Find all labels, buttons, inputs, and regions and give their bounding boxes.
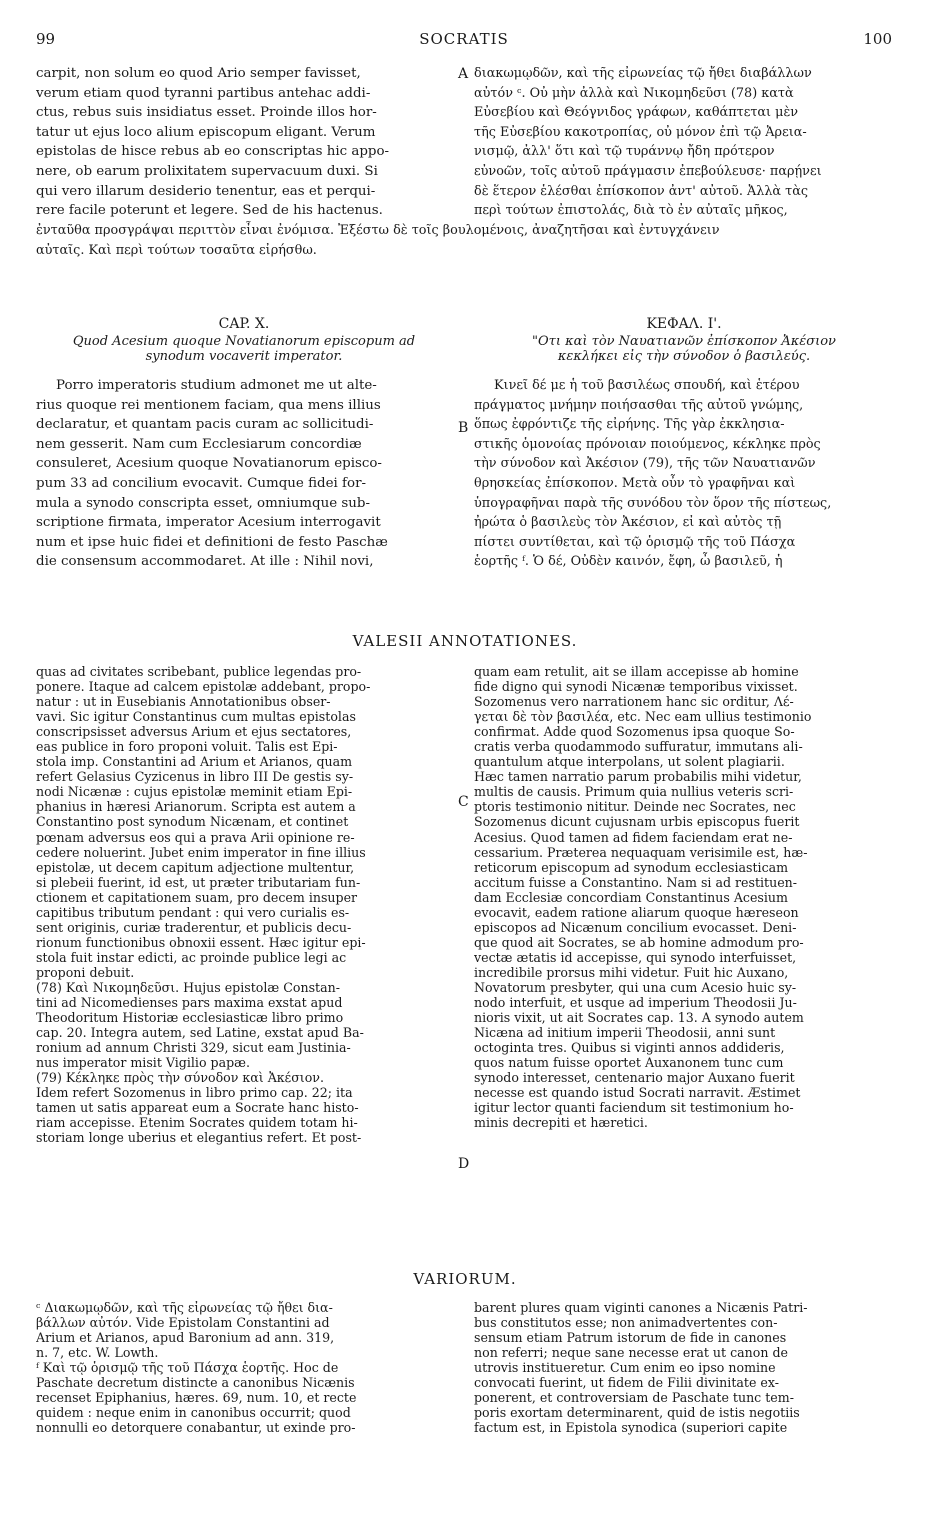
text-line: Arium et Arianos, apud Baronium ad ann. 319,: [36, 1330, 335, 1346]
text-line: Acesius. Quod tamen ad fidem faciendam erat ne-: [474, 829, 793, 845]
chapter-subtitle-line: κεκλήκει εἰς τὴν σύνοδον ὁ βασιλεύς.: [557, 349, 811, 364]
text-line: διακωμῳδῶν, καὶ τῆς εἰρωνείας τῷ ἤθει διαβάλλων: [474, 66, 812, 81]
text-line: si plebeii fuerint, id est, ut præter tributariam fun-: [36, 874, 361, 890]
variorum-left-column: [36, 1300, 456, 1435]
text-line: cap. 20. Integra autem, sed Latine, exstat apud Ba-: [36, 1025, 364, 1041]
text-line: vavi. Sic igitur Constantinus cum multas epistolas: [36, 709, 356, 725]
text-line: epistolas de hisce rebus ab eo conscriptas hic appo-: [36, 144, 390, 160]
text-line: octoginta tres. Quibus si viginti annos addideris,: [474, 1040, 785, 1056]
text-line: tamen ut satis appareat eum a Socrate hanc histo-: [36, 1100, 359, 1116]
text-line: tatur ut ejus loco alium episcopum eligant. Verum: [36, 124, 376, 140]
text-line: Nicæna ad initium imperii Theodosii, anni sunt: [474, 1025, 776, 1041]
page-header: [36, 30, 892, 52]
text-line: Κινεῖ δέ με ἡ τοῦ βασιλέως σπουδή, καὶ ἑτέρου: [494, 378, 800, 393]
text-line: mula a synodo conscripta esset, omniumque sub-: [36, 495, 370, 511]
text-line: ὑπογραφῆναι παρὰ τῆς συνόδου τὸν ὅρον τῆς πίστεως,: [474, 495, 832, 511]
text-line: incredibile prorsus mihi videtur. Fuit hic Auxano,: [474, 964, 789, 980]
text-line: nus imperator misit Vigilio papæ.: [36, 1055, 250, 1071]
text-line: storiam longe uberius et elegantius refert. Et post-: [36, 1130, 362, 1146]
text-line: δὲ ἕτερον ἑλέσθαι ἐπίσκοπον ἀντ' αὐτοῦ. Ἀλλὰ τὰς: [474, 183, 809, 199]
text-line: ἐνταῦθα προσγράψαι περιττὸν εἶναι ἐνόμισα. Ἐξέστω δὲ τοῖς βουλομένοις, ἀναζητῆσαι καὶ ἐντυγχάνειν: [36, 223, 720, 238]
text-line: synodo interesset, centenario major Auxano fuerit: [474, 1070, 795, 1086]
chapter-heading-greek: [474, 310, 894, 364]
text-line: Sozomenus dicunt cujusnam urbis episcopus fuerit: [474, 814, 800, 830]
chapter-heading-latin: [36, 310, 452, 364]
text-line: reticorum episcopum ad synodum ecclesiasticam: [474, 859, 789, 875]
text-line: recenset Epiphanius, hæres. 69, num. 10, et recte: [36, 1390, 357, 1406]
text-line: τῆς Εὐσεβίου κακοτροπίας, οὐ μόνον ἐπὶ τῷ Ἀρεια-: [474, 124, 807, 140]
valesii-left-column: [36, 664, 456, 1146]
latin-chapter-text: [36, 376, 452, 572]
text-line: ponerent, et controversiam de Paschate tunc tem-: [474, 1390, 794, 1406]
text-line: refert Gelasius Cyzicenus in libro III De gestis sy-: [36, 769, 354, 785]
text-line: eas publice in foro proponi voluit. Talis est Epi-: [36, 739, 338, 755]
text-line: declaratur, et quantam pacis curam ac sollicitudi-: [36, 417, 374, 433]
text-line: capitibus tributum pendant : qui vero curialis es-: [36, 904, 350, 920]
text-line: que quod ait Socrates, se ab homine admodum pro-: [474, 934, 804, 950]
greek-top-column: [474, 64, 894, 221]
text-line: quidem : neque enim in canonibus occurrit; quod: [36, 1405, 351, 1421]
right-page-number: 100: [863, 30, 892, 48]
text-line: accitum fuisse a Constantino. Nam si ad restituen-: [474, 874, 798, 890]
text-line: pum 33 ad concilium evocavit. Cumque fidei for-: [36, 475, 366, 491]
text-line: cratis verba quodammodo suffuratur, immutans ali-: [474, 739, 803, 755]
text-line: ronium ad annum Christi 329, sicut eam Justinia-: [36, 1040, 351, 1056]
text-line: bus constitutos esse; non animadvertentes con-: [474, 1315, 778, 1331]
text-line: Constantino post synodum Nicænam, et continet: [36, 814, 349, 830]
text-line: γεται δὲ τὸν βασιλέα, etc. Nec eam ullius testimonio: [474, 709, 812, 725]
text-line: conscripsisset adversus Arium et ejus sectatores,: [36, 724, 352, 740]
text-line: Sozomenus vero narrationem hanc sic orditur, Λέ-: [474, 694, 794, 710]
chapter-subtitle-line: synodum vocaverit imperator.: [145, 349, 343, 364]
text-line: qui vero illarum desiderio tenentur, eas et perqui-: [36, 183, 376, 199]
text-line: evocavit, eadem ratione aliarum quoque hæreseon: [474, 904, 799, 920]
text-line: ptoris testimonio nititur. Deinde nec Socrates, nec: [474, 799, 796, 815]
text-line: ctus, rebus suis insidiatus esset. Proinde illos hor-: [36, 105, 377, 121]
text-line: rere facile poterunt et legere. Sed de his hactenus.: [36, 203, 383, 219]
text-line: Idem refert Sozomenus in libro primo cap. 22; ita: [36, 1085, 353, 1101]
text-line: quas ad civitates scribebant, publice legendas pro-: [36, 664, 362, 679]
text-line: ᶠ Καὶ τῷ ὁρισμῷ τῆς τοῦ Πάσχα ἑορτῆς. Hoc de: [36, 1360, 339, 1376]
text-line: (79) Κέκληκε πρὸς τὴν σύνοδον καὶ Ἀκέσιον.: [36, 1070, 324, 1086]
text-line: (78) Καὶ Νικομηδεῦσι. Hujus epistolæ Constan-: [36, 979, 340, 995]
variorum-right-column: [474, 1300, 894, 1435]
text-line: sensum etiam Patrum istorum de fide in canones: [474, 1330, 787, 1346]
text-line: num et ipse huic fidei et definitioni de festo Paschæ: [36, 534, 388, 550]
text-line: ctionem et capitationem suam, pro decem insuper: [36, 889, 358, 905]
text-line: episcopos ad Nicænum concilium evocasset. Deni-: [474, 919, 797, 935]
text-line: non referri; neque sane necesse erat ut canon de: [474, 1345, 788, 1361]
text-line: phanius in hæresi Arianorum. Scripta est autem a: [36, 799, 356, 815]
text-line: igitur lector quanti faciendum sit testimonium ho-: [474, 1100, 794, 1116]
text-line: nere, ob earum prolixitatem supervacuum duxi. Si: [36, 163, 378, 179]
text-line: carpit, non solum eo quod Ario semper favisset,: [36, 66, 361, 81]
text-line: quam eam retulit, ait se illam accepisse ab homine: [474, 664, 799, 679]
text-line: nodo interfuit, et usque ad imperium Theodosii Ju-: [474, 995, 797, 1011]
text-line: sent originis, curiæ traderentur, et publicis decu-: [36, 919, 352, 935]
text-line: scriptione firmata, imperator Acesium interrogavit: [36, 515, 381, 531]
text-line: rionum functionibus obnoxii essent. Hæc igitur epi-: [36, 934, 366, 950]
text-line: confirmat. Adde quod Sozomenus ipsa quoque So-: [474, 724, 795, 740]
text-line: nioris vixit, ut ait Socrates cap. 13. A synodo autem: [474, 1010, 804, 1026]
left-page-number: 99: [36, 30, 56, 48]
text-line: verum etiam quod tyranni partibus antehac addi-: [36, 85, 371, 101]
text-line: εὐνοῶν, τοῖς αὐτοῦ πράγμασιν ἐπεβούλευσε· παρῄνει: [474, 163, 822, 179]
text-line: riam accepisse. Etenim Socrates quidem totam hi-: [36, 1115, 358, 1131]
chapter-subtitle-line: Quod Acesium quoque Novatianorum episcopum ad: [72, 334, 416, 349]
text-line: convocati fuerint, ut fidem de Filii divinitate ex-: [474, 1375, 779, 1391]
text-line: Theodoritum Historiæ ecclesiasticæ libro primo: [36, 1010, 344, 1026]
text-line: αὐταῖς. Καὶ περὶ τούτων τοσαῦτα εἰρήσθω.: [36, 242, 317, 258]
text-line: Εὐσεβίου καὶ Θεόγνιδος γράφων, καθάπτεται μὲν: [474, 105, 799, 121]
text-line: στικῆς ὁμονοίας πρόνοιαν ποιούμενος, κέκληκε πρὸς: [474, 436, 821, 452]
text-line: poris exortam determinarent, quid de istis negotiis: [474, 1405, 800, 1421]
text-line: consuleret, Acesium quoque Novatianorum episco-: [36, 456, 382, 472]
margin-marker-b: B: [458, 420, 469, 436]
text-line: θρησκείας ἐπίσκοπον. Μετὰ οὖν τὸ γραφῆναι καὶ: [474, 475, 796, 491]
chapter-number: ΚΕΦΑΛ. Ι'.: [646, 316, 722, 332]
text-line: ponere. Itaque ad calcem epistolæ addebant, propo-: [36, 679, 371, 695]
text-line: nonnulli eo detorquere conabantur, ut exinde pro-: [36, 1420, 356, 1436]
text-line: cedere noluerint. Jubet enim imperator in fine illius: [36, 844, 366, 860]
text-line: πίστει συντίθεται, καὶ τῷ ὁρισμῷ τῆς τοῦ Πάσχα: [474, 534, 796, 550]
running-title: SOCRATIS: [419, 30, 509, 48]
margin-marker-c: C: [458, 794, 469, 810]
chapter-subtitle-line: "Οτι καὶ τὸν Ναυατιανῶν ἐπίσκοπον Ἀκέσιον: [532, 334, 836, 349]
text-line: quantulum atque interpolans, ut solent plagiarii.: [474, 754, 785, 770]
text-line: ὅπως ἐφρόντιζε τῆς εἰρήνης. Τῆς γὰρ ἐκκλησια-: [474, 417, 785, 433]
text-line: natur : ut in Eusebianis Annotationibus obser-: [36, 694, 331, 710]
text-line: nem gesserit. Nam cum Ecclesiarum concordiæ: [36, 436, 362, 452]
text-line: epistolæ, ut decem capitum adjectione multentur,: [36, 859, 355, 875]
text-line: Novatorum presbyter, qui una cum Acesio huic sy-: [474, 979, 797, 995]
text-line: rius quoque rei mentionem faciam, qua mens illius: [36, 397, 381, 413]
latin-top-column: [36, 64, 452, 221]
greek-chapter-text: [474, 376, 894, 572]
valesii-right-column: [474, 664, 894, 1130]
text-line: ἠρώτα ὁ βασιλεὺς τὸν Ἀκέσιον, εἰ καὶ αὐτὸς τῇ: [474, 515, 782, 531]
text-line: cessarium. Præterea nequaquam verisimile est, hæ-: [474, 844, 808, 860]
margin-marker-a: A: [458, 66, 469, 82]
text-line: n. 7, etc. W. Lowth.: [36, 1345, 159, 1361]
valesii-heading: VALESII ANNOTATIONES.: [352, 632, 578, 650]
text-line: utrovis institueretur. Cum enim eo ipso nomine: [474, 1360, 776, 1376]
text-line: τὴν σύνοδον καὶ Ἀκέσιον (79), τῆς τῶν Ναυατιανῶν: [474, 456, 816, 472]
text-line: tini ad Nicomedienses pars maxima exstat apud: [36, 995, 343, 1011]
text-line: αὐτόν ᶜ. Οὐ μὴν ἀλλὰ καὶ Νικομηδεῦσι (78) κατὰ: [474, 85, 794, 101]
text-line: quos natum fuisse oportet Auxanonem tunc cum: [474, 1055, 784, 1071]
text-line: vectæ ætatis id accepisse, qui synodo interfuisset,: [474, 949, 797, 965]
text-line: proponi debuit.: [36, 964, 135, 980]
text-line: πράγματος μνήμην ποιήσασθαι τῆς αὐτοῦ γνώμης,: [474, 397, 804, 413]
text-line: multis de causis. Primum quia nullius veteris scri-: [474, 784, 794, 800]
variorum-heading: VARIORUM.: [413, 1270, 517, 1288]
text-line: fide digno qui synodi Nicænæ temporibus vixisset.: [474, 679, 798, 695]
text-line: βάλλων αὐτόν. Vide Epistolam Constantini ad: [36, 1315, 330, 1331]
text-line: ᶜ Διακωμῳδῶν, καὶ τῆς εἰρωνείας τῷ ἤθει δια-: [36, 1300, 333, 1315]
text-line: stola fuit instar edicti, ac proinde publice legi ac: [36, 949, 347, 965]
text-line: necesse est quando istud Socrati narravit. Æstimet: [474, 1085, 801, 1101]
text-line: nodi Nicænæ : cujus epistolæ meminit etiam Epi-: [36, 784, 353, 800]
text-line: minis decrepiti et hæretici.: [474, 1115, 648, 1131]
text-line: dam Ecclesiæ concordiam Constantinus Acesium: [474, 889, 788, 905]
text-line: pœnam adversus eos qui a prava Arii opinione re-: [36, 829, 355, 845]
text-line: Paschate decretum distincte a canonibus Nicænis: [36, 1375, 355, 1391]
text-line: νισμῷ, ἀλλ' ὅτι καὶ τῷ τυράννῳ ἤδη πρότερον: [474, 144, 775, 160]
text-line: περὶ τούτων ἐπιστολάς, διὰ τὸ ἐν αὐταῖς μῆκος,: [474, 203, 788, 219]
text-line: stola imp. Constantini ad Arium et Arianos, quam: [36, 754, 353, 770]
text-line: Porro imperatoris studium admonet me ut alte-: [56, 378, 377, 393]
text-line: barent plures quam viginti canones a Nicænis Patri-: [474, 1300, 808, 1315]
text-line: factum est, in Epistola synodica (superiori capite: [474, 1420, 788, 1436]
chapter-number: CAP. X.: [218, 316, 270, 332]
text-line: Hæc tamen narratio parum probabilis mihi videtur,: [474, 769, 802, 785]
text-line: die consensum accommodaret. At ille : Nihil novi,: [36, 554, 374, 570]
text-line: ἑορτῆς ᶠ. Ὁ δέ, Οὐδὲν καινόν, ἔφη, ὦ βασιλεῦ, ἡ: [474, 554, 783, 570]
greek-span-block: [36, 221, 894, 260]
margin-marker-d: D: [458, 1156, 470, 1172]
